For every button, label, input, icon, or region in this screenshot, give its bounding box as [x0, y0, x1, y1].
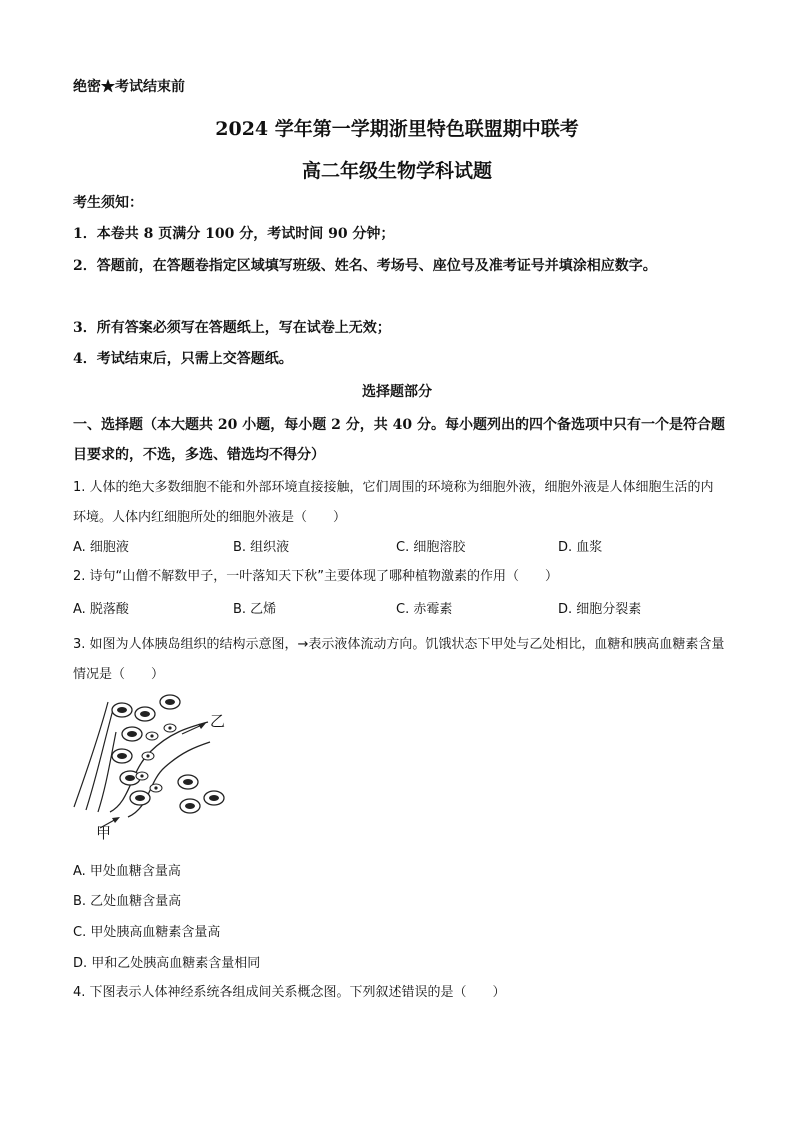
question-3-option-a: A. 甲处血糖含量高 [73, 864, 181, 879]
question-2-option-a: A. 脱落酸 [73, 602, 129, 617]
notice-item-1: 1．本卷共 8 页满分 100 分，考试时间 90 分钟； [73, 226, 395, 242]
notice-item-2: 2．答题前，在答题卷指定区域填写班级、姓名、考场号、座位号及准考证号并填涂相应数字。 [73, 258, 657, 274]
question-3-option-b: B. 乙处血糖含量高 [73, 894, 182, 909]
question-3-stem: 3. 如图为人体胰岛组织的结构示意图，→表示液体流动方向。饥饿状态下甲处与乙处相比，血糖和胰高血糖素含量情况是（ ） [73, 637, 725, 682]
notice-heading: 考生须知： [73, 195, 143, 211]
question-2-stem: 2. 诗句“山僧不解数甲子，一叶落知天下秋”主要体现了哪种植物激素的作用（ ） [73, 569, 559, 584]
secret-mark: 绝密★考试结束前 [73, 79, 185, 95]
exam-title: 2024 学年第一学期浙里特色联盟期中联考 [215, 118, 579, 140]
label-jia: 甲 [96, 824, 112, 842]
label-yi: 乙 [210, 712, 226, 730]
question-4-stem: 4. 下图表示人体神经系统各组成间关系概念图。下列叙述错误的是（ ） [73, 985, 506, 1000]
part-heading: 一、选择题（本大题共 20 小题，每小题 2 分，共 40 分。每小题列出的四个备选项中只有一个是符合题目要求的，不选，多选、错选均不得分） [73, 417, 725, 463]
question-1-stem: 1. 人体的绝大多数细胞不能和外部环境直接接触，它们周围的环境称为细胞外液，细胞外液是人体细胞生活的内环境。人体内红细胞所处的细胞外液是（ ） [73, 480, 714, 525]
exam-subtitle: 高二年级生物学科试题 [301, 160, 492, 182]
question-1-option-d: D. 血浆 [558, 540, 603, 555]
question-2-option-b: B. 乙烯 [233, 602, 277, 617]
section-title: 选择题部分 [362, 384, 432, 400]
question-3-option-c: C. 甲处胰高血糖素含量高 [73, 925, 221, 940]
question-2-option-d: D. 细胞分裂素 [558, 602, 642, 617]
islet-cells [112, 695, 224, 813]
islet-tissue-figure [70, 692, 240, 842]
question-1-option-a: A. 细胞液 [73, 540, 129, 555]
cell-boundary [86, 706, 114, 810]
notice-item-4: 4．考试结束后，只需上交答题纸。 [73, 351, 293, 367]
notice-item-3: 3．所有答案必须写在答题纸上，写在试卷上无效； [73, 320, 391, 336]
question-1-option-b: B. 组织液 [233, 540, 290, 555]
question-3-option-d: D. 甲和乙处胰高血糖素含量相同 [73, 956, 261, 971]
question-1-option-c: C. 细胞溶胶 [396, 540, 466, 555]
question-2-option-c: C. 赤霉素 [396, 602, 453, 617]
cell-boundary [98, 732, 116, 812]
